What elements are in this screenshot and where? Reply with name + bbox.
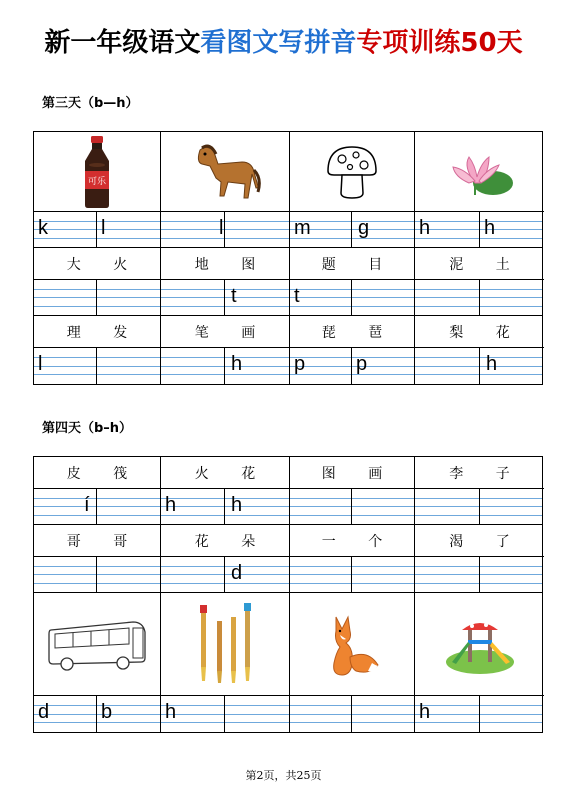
day4-word-3: 图 画 xyxy=(290,457,415,489)
pinyin-cell[interactable] xyxy=(480,696,542,732)
pinyin-cell[interactable] xyxy=(290,348,352,384)
day4-pinyin-row-2 xyxy=(34,557,542,593)
page-footer: 第2页，共25页 xyxy=(245,769,322,782)
pinyin-cell[interactable] xyxy=(480,557,542,592)
pinyin-cell[interactable] xyxy=(352,212,415,247)
pinyin-cell[interactable] xyxy=(34,280,97,315)
day3-image-cell-2 xyxy=(161,132,290,212)
day4-word-2: 火 花 xyxy=(161,457,290,489)
pinyin-letter: p xyxy=(356,353,368,375)
pinyin-cell[interactable] xyxy=(290,696,352,732)
playground-icon xyxy=(442,612,518,676)
horse-icon xyxy=(188,142,262,202)
paintbrushes-icon xyxy=(193,601,257,687)
day3-word-7: 琵 琶 xyxy=(290,316,415,348)
title-part-1: 新一年级语文 xyxy=(44,28,201,58)
pinyin-cell[interactable] xyxy=(161,212,225,247)
day3-word-2: 地 图 xyxy=(161,248,290,280)
pinyin-letter: h xyxy=(486,353,498,375)
pinyin-letter: m xyxy=(294,217,311,239)
pinyin-letter: d xyxy=(231,562,243,584)
pinyin-letter: l xyxy=(38,353,43,375)
day4-heading: 第四天（b–h） xyxy=(42,421,133,436)
pinyin-cell[interactable] xyxy=(34,212,97,247)
pinyin-cell[interactable] xyxy=(290,212,352,247)
pinyin-cell[interactable] xyxy=(34,348,97,384)
day3-heading: 第三天（b—h） xyxy=(42,96,139,111)
day3-word-5: 理 发 xyxy=(34,316,161,348)
title-part-3: 专项训练50天 xyxy=(356,28,523,58)
pinyin-cell[interactable] xyxy=(415,212,480,247)
pinyin-letter: t xyxy=(231,285,237,307)
day4-image-cell-1 xyxy=(34,593,161,696)
pinyin-cell[interactable] xyxy=(352,696,415,732)
page-title xyxy=(0,22,567,59)
day4-word-5: 哥 哥 xyxy=(34,525,161,557)
day3-image-cell-4 xyxy=(415,132,544,212)
pinyin-letter: h xyxy=(419,701,431,723)
day3-word-4: 泥 土 xyxy=(415,248,544,280)
day4-word-8: 渴 了 xyxy=(415,525,544,557)
pinyin-letter: l xyxy=(101,217,106,239)
pinyin-cell[interactable] xyxy=(290,557,352,592)
fox-icon xyxy=(322,609,382,679)
pinyin-cell[interactable] xyxy=(161,280,225,315)
pinyin-cell[interactable] xyxy=(415,280,480,315)
pinyin-cell[interactable] xyxy=(225,696,290,732)
pinyin-cell[interactable] xyxy=(290,489,352,524)
pinyin-cell[interactable] xyxy=(97,696,161,732)
pinyin-cell[interactable] xyxy=(225,557,290,592)
day3-word-6: 笔 画 xyxy=(161,316,290,348)
pinyin-cell[interactable] xyxy=(352,489,415,524)
pinyin-letter: d xyxy=(38,701,50,723)
day4-word-4: 李 子 xyxy=(415,457,544,489)
pinyin-letter: k xyxy=(38,217,48,239)
pinyin-letter: h xyxy=(231,353,243,375)
pinyin-cell[interactable] xyxy=(97,212,161,247)
pinyin-cell[interactable] xyxy=(34,557,97,592)
pinyin-cell[interactable] xyxy=(225,489,290,524)
pinyin-cell[interactable] xyxy=(34,489,161,524)
pinyin-letter: t xyxy=(294,285,300,307)
pinyin-cell[interactable] xyxy=(352,348,415,384)
day3-word-8: 梨 花 xyxy=(415,316,544,348)
pinyin-letter: g xyxy=(358,217,370,239)
day4-word-1: 皮 筏 xyxy=(34,457,161,489)
pinyin-cell[interactable] xyxy=(352,280,415,315)
pinyin-cell[interactable] xyxy=(97,348,161,384)
day4-image-cell-3 xyxy=(290,593,415,696)
day4-pinyin-row-3 xyxy=(34,696,542,732)
pinyin-cell[interactable] xyxy=(225,280,290,315)
day3-pinyin-row-2 xyxy=(34,280,542,316)
day3-word-3: 题 目 xyxy=(290,248,415,280)
pinyin-cell[interactable] xyxy=(480,489,542,524)
day4-image-cell-4 xyxy=(415,593,544,696)
bus-icon xyxy=(45,616,149,672)
pinyin-cell[interactable] xyxy=(97,557,161,592)
lotus-icon xyxy=(445,147,515,197)
pinyin-cell[interactable] xyxy=(161,489,225,524)
day4-word-6: 花 朵 xyxy=(161,525,290,557)
pinyin-cell[interactable] xyxy=(161,696,225,732)
pinyin-cell[interactable] xyxy=(415,696,480,732)
day4-pinyin-row-1 xyxy=(34,489,542,525)
pinyin-letter: b xyxy=(101,701,113,723)
mushroom-icon xyxy=(324,143,380,201)
pinyin-cell[interactable] xyxy=(225,348,290,384)
pinyin-cell[interactable] xyxy=(415,489,480,524)
pinyin-letter: h xyxy=(484,217,496,239)
day4-word-7: 一 个 xyxy=(290,525,415,557)
pinyin-letter: h xyxy=(419,217,431,239)
pinyin-cell[interactable] xyxy=(34,696,97,732)
day4-image-cell-2 xyxy=(161,593,290,696)
pinyin-letter: h xyxy=(165,494,177,516)
bottle-label-text: 可乐 xyxy=(87,176,107,187)
day3-image-cell-3 xyxy=(290,132,415,212)
pinyin-letter: í xyxy=(84,494,90,516)
pinyin-letter: p xyxy=(294,353,306,375)
day3-pinyin-row-3 xyxy=(34,348,542,384)
pinyin-cell[interactable] xyxy=(290,280,352,315)
pinyin-cell[interactable] xyxy=(415,348,480,384)
cola-bottle-icon xyxy=(77,135,117,209)
pinyin-cell[interactable] xyxy=(352,557,415,592)
pinyin-cell[interactable] xyxy=(415,557,480,592)
pinyin-letter: h xyxy=(231,494,243,516)
pinyin-cell[interactable] xyxy=(225,212,290,247)
day3-image-cell-1 xyxy=(34,132,161,212)
pinyin-cell[interactable] xyxy=(161,348,225,384)
day3-grid xyxy=(33,131,543,385)
title-part-2: 看图文写拼音 xyxy=(200,28,357,58)
day3-pinyin-row-1 xyxy=(34,212,542,248)
pinyin-cell[interactable] xyxy=(480,212,542,247)
pinyin-cell[interactable] xyxy=(161,557,225,592)
day3-word-1: 大 火 xyxy=(34,248,161,280)
day4-grid xyxy=(33,456,543,733)
pinyin-letter: l xyxy=(219,217,224,239)
pinyin-cell[interactable] xyxy=(480,348,542,384)
pinyin-letter: h xyxy=(165,701,177,723)
pinyin-cell[interactable] xyxy=(480,280,542,315)
pinyin-cell[interactable] xyxy=(97,280,161,315)
